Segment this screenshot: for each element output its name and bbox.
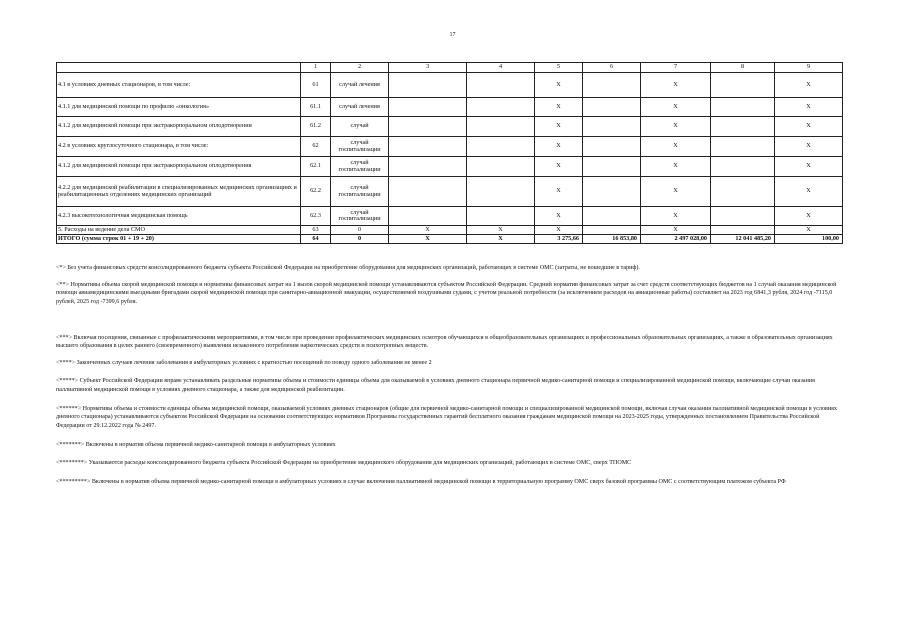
row-label: 5. Расходы на ведение дела СМО (57, 226, 301, 235)
header-cell: 3 (389, 63, 467, 73)
cell-col3 (389, 177, 467, 207)
cell-col4: Х (467, 226, 535, 235)
cell-col4 (467, 157, 535, 177)
footnote: <*****> Субъект Российской Федерации вправе устанавливать раздельные нормативы объема и стоимости единицы объема для оказываемой в условиях дневного стационара первичной медико-санитарной помощи и специализированной медицинской помощи, включающие случаи оказания паллиативной медицинской помощи в условиях дневного стационара, а также для медицинской реабилитации. (56, 378, 815, 394)
table-row (57, 73, 843, 98)
row-label: 4.2 в условиях круглосуточного стационара, в том числе: (57, 137, 301, 157)
row-number: 62.3 (301, 207, 331, 226)
cell-col4: Х (467, 235, 535, 244)
cell-col4 (467, 73, 535, 98)
cell-col4 (467, 137, 535, 157)
row-number: 62.2 (301, 177, 331, 207)
cell-col9: Х (775, 177, 843, 207)
cell-col4 (467, 98, 535, 117)
cell-col7: Х (641, 177, 711, 207)
cell-col7: Х (641, 226, 711, 235)
cell-col5: Х (535, 117, 583, 137)
cell-col6 (583, 207, 641, 226)
cell-col6 (583, 73, 641, 98)
cell-col6: 16 853,80 (583, 235, 641, 244)
row-unit: случай госпитализации (331, 207, 389, 226)
cell-col7: Х (641, 207, 711, 226)
cell-col6 (583, 157, 641, 177)
cell-col7: Х (641, 157, 711, 177)
row-label: 4.1.1 для медицинской помощи по профилю «онкология» (57, 98, 301, 117)
cell-col6 (583, 98, 641, 117)
row-unit: случай (331, 117, 389, 137)
footnote: <******> Нормативы объема и стоимости единицы объема медицинской помощи, оказываемой условиях дневных стационаров (общие для первичной медико-санитарной помощи и специализированной медицинской помощи, включая случаи оказания паллиативной медицинской помощи в условиях дневного стационара) устанавливаются субъектом Российской Федерации на основании соответствующих нормативов Программы государственных гарантий бесплатного оказания гражданам медицинской помощи на 2023-2025 годы, утвержденных постановлением Правительства Российской Федерации от 29.12.2022 года № 2497. (56, 405, 838, 430)
row-unit: случай лечения (331, 73, 389, 98)
cell-col9: Х (775, 226, 843, 235)
cell-col3: Х (389, 235, 467, 244)
row-number: 61 (301, 73, 331, 98)
cell-col5: Х (535, 98, 583, 117)
cell-col9: Х (775, 137, 843, 157)
cell-col4 (467, 117, 535, 137)
row-unit: случай лечения (331, 98, 389, 117)
cell-col3: Х (389, 226, 467, 235)
header-cell: 1 (301, 63, 331, 73)
row-unit: случай госпитализации (331, 177, 389, 207)
footnote: <**> Нормативы объема скорой медицинской помощи и нормативы финансовых затрат на 1 вызов скорой медицинской помощи устанавливаются субъектом Российской Федерации. Средний норматив финансовых затрат за счет средств соответствующих бюджетов на 1 случай оказания медицинской помощи авиамедицинскими выездными бригадами скорой медицинской помощи при санитарно-авиационной эвакуации, осуществляемой воздушными судами, с учетом реальной потребности (за исключением расходов на авиационные работы) составляет на 2023 год 6841,3 рубля, 2024 год -7115,0 рублей, 2025 год -7399,6 рубля. (56, 281, 837, 305)
cell-col8 (711, 226, 775, 235)
footnote: <****> Законченных случаев лечения заболевания в амбулаторных условиях с кратностью посещений по поводу одного заболевания не менее 2 (56, 359, 432, 366)
cell-col3 (389, 207, 467, 226)
row-label: 4.1.2 для медицинской помощи при экстракорпоральном оплодотворения (57, 157, 301, 177)
row-number: 63 (301, 226, 331, 235)
table-row (57, 207, 843, 226)
header-cell-empty (57, 63, 301, 73)
cell-col5: 3 275,66 (535, 235, 583, 244)
cell-col4 (467, 177, 535, 207)
cell-col5: Х (535, 226, 583, 235)
cell-col6 (583, 226, 641, 235)
cell-col7: Х (641, 117, 711, 137)
row-unit: 0 (331, 226, 389, 235)
row-number: 61.1 (301, 98, 331, 117)
footnote: <********> Указываются расходы консолидированного бюджета субъекта Российской Федерации на приобретение медицинского оборудования для медицинских организаций, работающих в системе ОМС, сверх ТПОМС (56, 460, 632, 467)
cell-col6 (583, 177, 641, 207)
cell-col7: Х (641, 73, 711, 98)
row-number: 62.1 (301, 157, 331, 177)
row-label: 4.2.3 высокотехнологичная медицинская помощь (57, 207, 301, 226)
total-row (57, 235, 843, 244)
row-label: 4.1.2 для медицинской помощи при экстракорпоральном оплодотворении (57, 117, 301, 137)
cell-col9: Х (775, 117, 843, 137)
footnote: <*******> Включены в норматив объема первичной медико-санитарной помощи в амбулаторных условиях (56, 441, 336, 448)
header-cell: 6 (583, 63, 641, 73)
cell-col5: Х (535, 177, 583, 207)
cell-col3 (389, 117, 467, 137)
page-number: 17 (449, 32, 456, 38)
cell-col8 (711, 157, 775, 177)
cell-col8 (711, 117, 775, 137)
cell-col5: Х (535, 137, 583, 157)
cell-col9: 100,00 (775, 235, 843, 244)
header-cell: 2 (331, 63, 389, 73)
cell-col3 (389, 73, 467, 98)
header-cell: 4 (467, 63, 535, 73)
footnote: <*********> Включены в норматив объема первичной медико-санитарной помощи в амбулаторных условиях в случае включения паллиативной медицинской помощи в территориальную программу ОМС сверх базовой программы ОМС с соответствующим платежом субъекта РФ (56, 478, 786, 485)
cell-col4 (467, 207, 535, 226)
cell-col3 (389, 98, 467, 117)
cell-col5: Х (535, 207, 583, 226)
cell-col6 (583, 137, 641, 157)
footnote: <*> Без учета финансовых средств консолидированного бюджета субъекта Российской Федерации на приобретение оборудования для медицинских организаций, работающих в системе ОМС (затраты, не вошедшие в тариф). (56, 265, 640, 271)
row-number: 61.2 (301, 117, 331, 137)
table-row (57, 117, 843, 137)
row-unit: случай госпитализации (331, 137, 389, 157)
table-row (57, 157, 843, 177)
cell-col7: 2 497 028,00 (641, 235, 711, 244)
row-unit: случай госпитализации (331, 157, 389, 177)
cell-col7: Х (641, 98, 711, 117)
cell-col8 (711, 73, 775, 98)
footnotes (56, 264, 842, 497)
column-numbers-row (57, 63, 843, 73)
header-cell: 8 (711, 63, 775, 73)
table-row (57, 98, 843, 117)
row-label: 4.2.2 для медицинской реабилитации в специализированных медицинских организациях и реабилитационных отделениях медицинских организаций (57, 177, 301, 207)
cell-col8 (711, 137, 775, 157)
row-number: 62 (301, 137, 331, 157)
cell-col8 (711, 177, 775, 207)
row-label: 4.1 в условиях дневных стационаров, в том числе: (57, 73, 301, 98)
cell-col3 (389, 137, 467, 157)
cell-col5: Х (535, 73, 583, 98)
cell-col8: 12 041 485,20 (711, 235, 775, 244)
table-row (57, 226, 843, 235)
cell-col8 (711, 98, 775, 117)
table-row (57, 137, 843, 157)
cell-col9: Х (775, 73, 843, 98)
cell-col7: Х (641, 137, 711, 157)
cell-col3 (389, 157, 467, 177)
footnote: <***> Включая посещения, связанные с профилактическими мероприятиями, в том числе при проведении профилактических медицинских осмотров обучающихся в общеобразовательных организациях и профессиональных образовательных организациях, а также в образовательных организациях высшего образования в целях раннего (своевременного) выявления незаконного потребления наркотических средств и психотропных веществ. (56, 334, 833, 350)
cell-col5: Х (535, 157, 583, 177)
row-unit: 0 (331, 235, 389, 244)
table-row (57, 177, 843, 207)
cell-col8 (711, 207, 775, 226)
header-cell: 7 (641, 63, 711, 73)
cell-col9: Х (775, 98, 843, 117)
header-cell: 5 (535, 63, 583, 73)
header-cell: 9 (775, 63, 843, 73)
cell-col9: Х (775, 207, 843, 226)
cell-col9: Х (775, 157, 843, 177)
financing-table (56, 62, 843, 244)
row-number: 64 (301, 235, 331, 244)
row-label: ИТОГО (сумма строк 01 + 19 + 20) (57, 235, 301, 244)
cell-col6 (583, 117, 641, 137)
